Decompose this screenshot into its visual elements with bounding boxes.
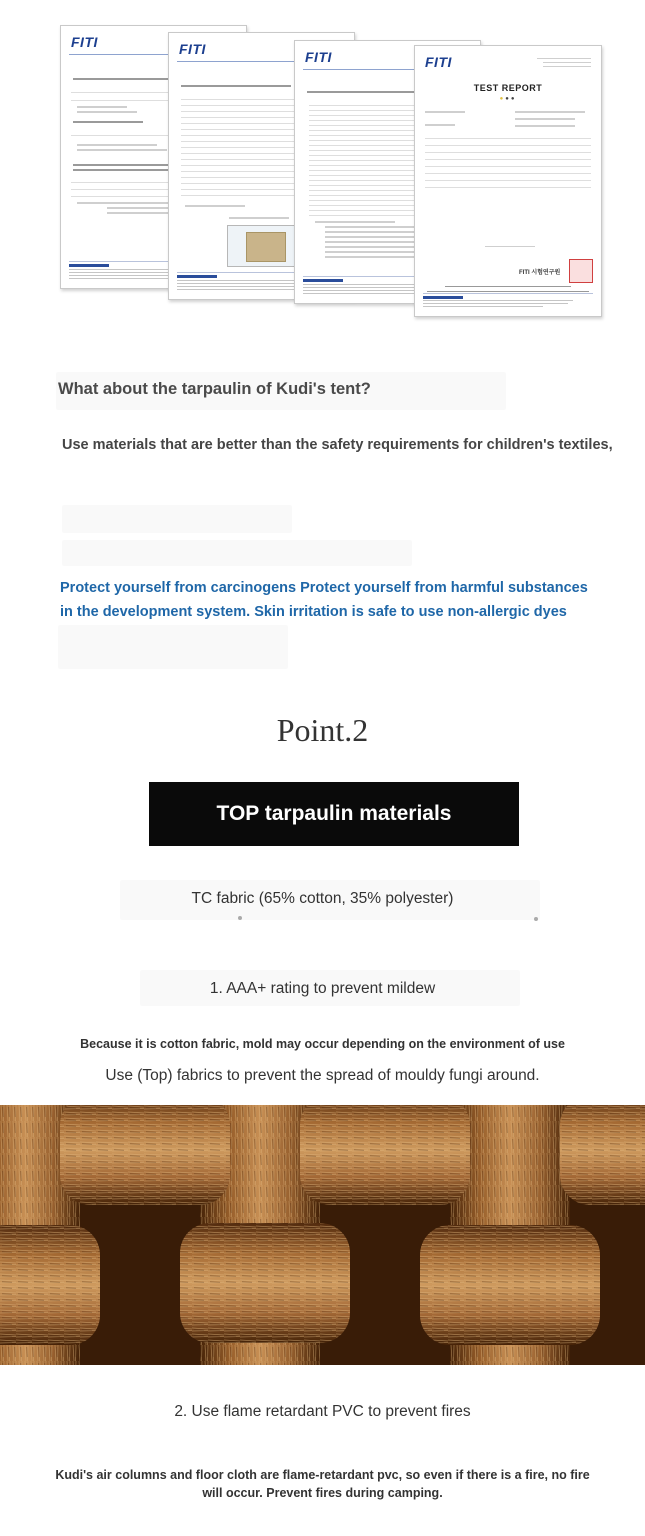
highlight-line-1: Protect yourself from carcinogens Protect yourself from harmful substances <box>60 580 588 596</box>
decorative-dot-icon <box>534 917 538 921</box>
fiti-logo: FITI <box>71 34 98 50</box>
feature-1-desc-1: Because it is cotton fabric, mold may occur depending on the environment of use <box>80 1037 565 1051</box>
lab-seal-stamp <box>569 259 593 283</box>
highlight-paragraph <box>60 576 588 624</box>
fiti-logo: FITI <box>179 41 206 57</box>
highlight-line-2: in the development system. Skin irritation is safe to use non-allergic dyes <box>60 604 567 620</box>
woven-fabric-photo <box>0 1105 645 1365</box>
feature-1-heading: 1. AAA+ rating to prevent mildew <box>209 980 436 997</box>
section-banner <box>149 782 519 846</box>
fiti-logo: FITI <box>305 49 332 65</box>
feature-2-heading: 2. Use flame retardant PVC to prevent fires <box>174 1403 471 1420</box>
fabric-spec: TC fabric (65% cotton, 35% polyester) <box>191 890 454 907</box>
fabric-sample-swatch <box>246 232 286 262</box>
fiti-logo: FITI <box>425 54 452 70</box>
feature-1-desc-2: Use (Top) fabrics to prevent the spread of mouldy fungi around. <box>105 1067 540 1084</box>
question-heading: What about the tarpaulin of Kudi's tent? <box>58 380 371 398</box>
feature-2-desc: Kudi's air columns and floor cloth are flame-retardant pvc, so even if there is a fire, no fire will occur. Prevent fires during camping. <box>55 1468 590 1500</box>
banner-title: TOP tarpaulin materials <box>216 802 452 825</box>
sample-photo-frame <box>227 225 303 267</box>
report-page-cover <box>414 45 602 317</box>
decorative-dot-icon <box>238 916 242 920</box>
point-label: Point.2 <box>276 712 369 748</box>
report-title: TEST REPORT <box>473 83 543 93</box>
report-dots: ●●● <box>499 96 517 102</box>
lead-paragraph: Use materials that are better than the safety requirements for children's textiles, <box>62 437 613 453</box>
lab-name: FITI 시험연구원 <box>519 270 561 276</box>
